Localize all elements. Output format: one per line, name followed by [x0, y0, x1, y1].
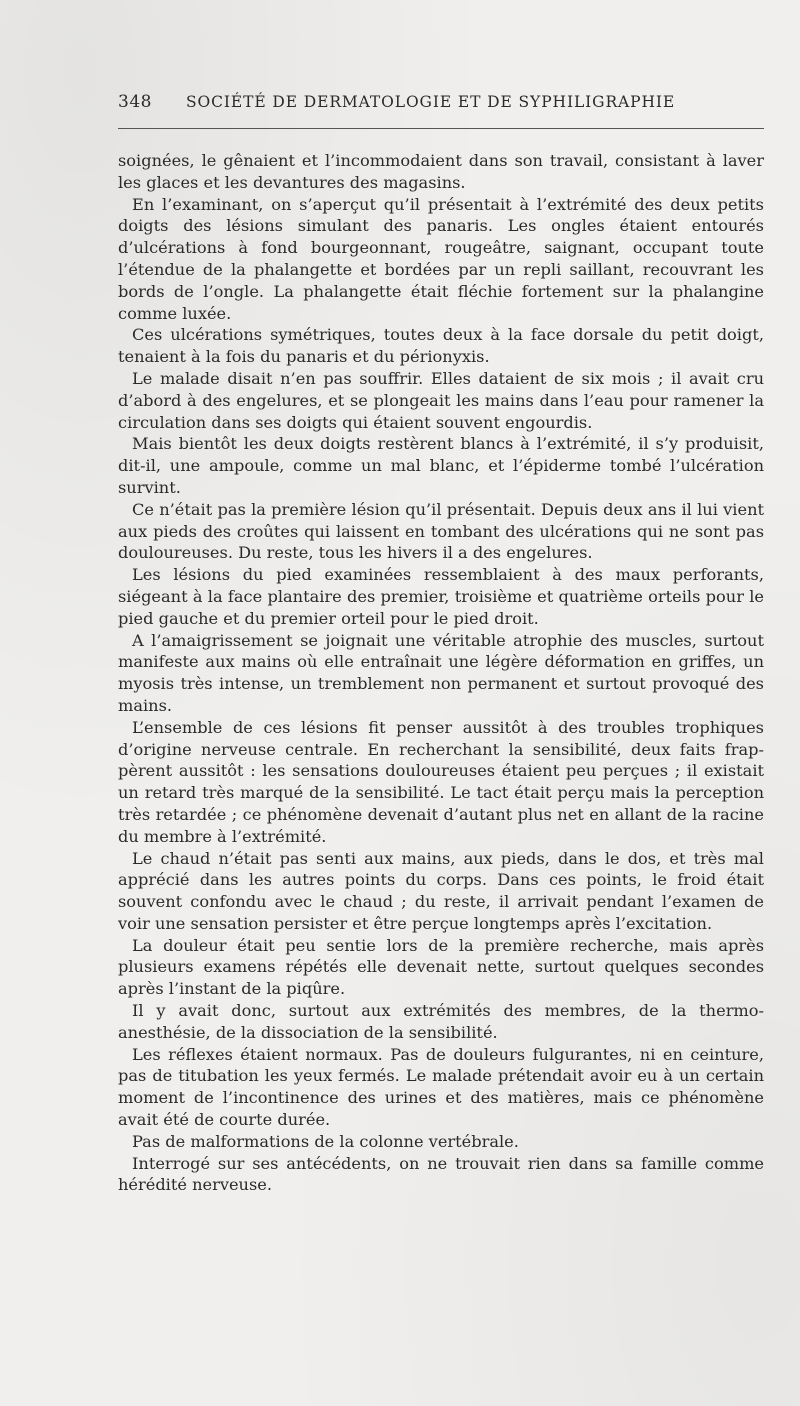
paragraph: L’ensemble de ces lésions fit penser aussitôt à des troubles trophiques d’origine nerveuse centrale. En recherchant la sensibilité, deux faits frappèrent aussitôt : les sensations douloureuses étaient peu perçues ; il existait un retard très marqué de la sensibilité. Le tact était perçu mais la perception très retardée ; ce phénomène devenait d’autant plus net en allant de la racine du membre à l’extrémité. — [118, 717, 764, 846]
paragraph: Il y avait donc, surtout aux extrémités des membres, de la thermo-anesthésie, de la dissociation de la sensibilité. — [118, 1001, 764, 1042]
paragraph: Interrogé sur ses antécédents, on ne trouvait rien dans sa famille comme hérédité nerveuse. — [118, 1153, 764, 1195]
running-head — [118, 92, 758, 116]
paragraph: En l’examinant, on s’aperçut qu’il présentait à l’extrémité des deux petits doigts des lésions simulant des panaris. Les ongles étaient entourés d’ulcérations à fond bourgeonnant, rougeâtre, saignant, occupant toute l’étendue de la phalangette et bordées par un repli saillant, recouvrant les bords de l’ongle. La phalangette était fléchie fortement sur la phalangine comme luxée. — [118, 194, 764, 323]
paragraph: Les lésions du pied examinées ressemblaient à des maux perforants, siégeant à la face plantaire des premier, troisième et quatrième orteils pour le pied gauche et du premier orteil pour le pied droit. — [118, 565, 764, 628]
paragraph: A l’amaigrissement se joignait une véritable atrophie des muscles, surtout manifeste aux mains où elle entraînait une légère déformation en griffes, un myosis très intense, un tremblement non permanent et surtout provoqué des mains. — [118, 630, 764, 715]
paragraph: soignées, le gênaient et l’incommodaient dans son travail, consistant à laver les glaces et les devantures des magasins. — [118, 151, 764, 192]
paragraph: La douleur était peu sentie lors de la première recherche, mais après plusieurs examens répétés elle devenait nette, surtout quelques secondes après l’instant de la piqûre. — [118, 935, 764, 999]
paragraph: Les réflexes étaient normaux. Pas de douleurs fulgurantes, ni en ceinture, pas de titubation les yeux fermés. Le malade prétendait avoir eu à un certain moment de l’incontinence des urines et des matières, mais ce phénomène avait été de courte durée. — [118, 1044, 764, 1130]
header-rule — [118, 128, 764, 129]
page-number: 348 — [118, 92, 152, 112]
paragraph: Le malade disait n’en pas souffrir. Elles dataient de six mois ; il avait cru d’abord à des engelures, et se plongeait les mains dans l’eau pour ramener la circulation dans ses doigts qui étaient souvent engourdis. — [118, 368, 764, 432]
paragraph: Pas de malformations de la colonne vertébrale. — [132, 1131, 519, 1151]
paragraph: Ce n’était pas la première lésion qu’il présentait. Depuis deux ans il lui vient aux pieds des croûtes qui laissent en tombant des ulcérations qui ne sont pas douloureuses. Du reste, tous les hivers il a des engelures. — [118, 499, 764, 563]
journal-title: SOCIÉTÉ DE DERMATOLOGIE ET DE SYPHILIGRAPHIE — [186, 93, 676, 111]
body-text — [118, 150, 764, 1196]
paragraph: Ces ulcérations symétriques, toutes deux à la face dorsale du petit doigt, tenaient à la fois du panaris et du périonyxis. — [118, 325, 764, 367]
paragraph: Le chaud n’était pas senti aux mains, aux pieds, dans le dos, et très mal apprécié dans les autres points du corps. Dans ces points, le froid était souvent confondu avec le chaud ; du reste, il arrivait pendant l’examen de voir une sensation persister et être perçue longtemps après l’excitation. — [118, 848, 764, 933]
paragraph: Mais bientôt les deux doigts restèrent blancs à l’extrémité, il s’y produisit, dit-il, une ampoule, comme un mal blanc, et l’épiderme tombé l’ulcération survint. — [118, 434, 764, 497]
